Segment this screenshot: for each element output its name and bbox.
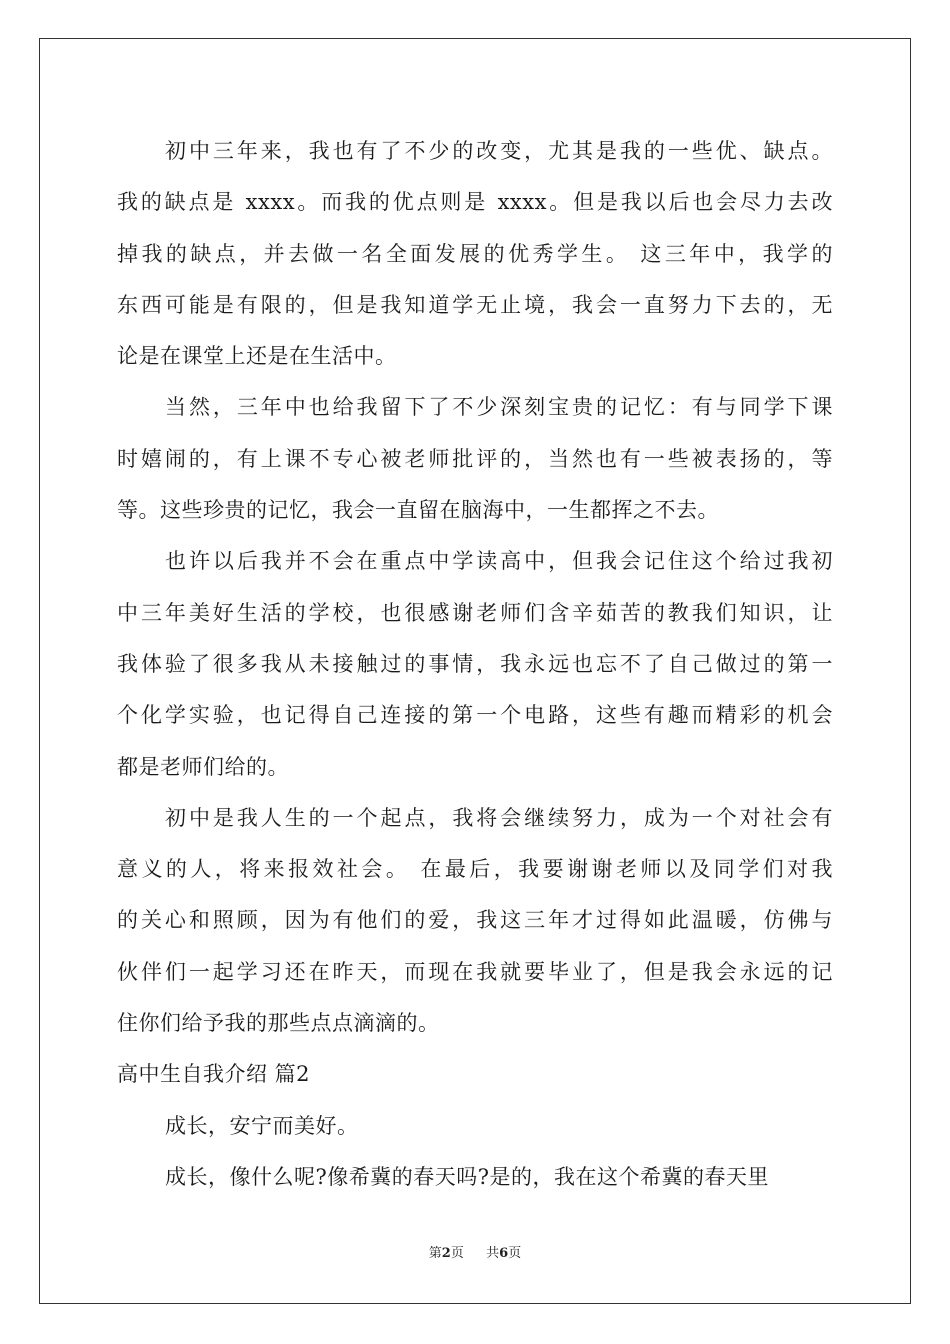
text-line: 时嬉闹的，有上课不专心被老师批评的，当然也有一些被表扬的，等 [117, 446, 833, 471]
text-line: 的关心和照顾，因为有他们的爱，我这三年才过得如此温暖，仿佛与 [117, 908, 833, 933]
text-line: 成长，安宁而美好。 [165, 1113, 359, 1138]
text-line: 意义的人，将来报效社会。 在最后，我要谢谢老师以及同学们对我 [117, 857, 833, 882]
text-line: 东西可能是有限的，但是我知道学无止境，我会一直努力下去的，无 [117, 292, 833, 317]
paragraph [117, 1152, 833, 1203]
paragraph [117, 382, 833, 536]
paragraph [117, 1101, 833, 1152]
page-suffix: 页 [450, 1246, 464, 1261]
section-heading: 高中生自我介绍 篇2 [117, 1062, 311, 1087]
paragraph [117, 126, 833, 382]
text-line: 伙伴们一起学习还在昨天，而现在我就要毕业了，但是我会永远的记 [117, 959, 833, 984]
text-line: 初中三年来，我也有了不少的改变，尤其是我的一些优、缺点。 [165, 139, 833, 163]
text-line: 论是在课堂上还是在生活中。 [117, 344, 397, 369]
text-line: 个化学实验，也记得自己连接的第一个电路，这些有趣而精彩的机会 [117, 703, 833, 728]
text-line: 当然，三年中也给我留下了不少深刻宝贵的记忆：有与同学下课 [165, 395, 833, 420]
text-line: 住你们给予我的那些点点滴滴的。 [117, 1011, 440, 1036]
total-page-count: 6 [499, 1246, 509, 1261]
page-footer [0, 1245, 950, 1263]
text-line: 掉我的缺点，并去做一名全面发展的优秀学生。 这三年中，我学的 [117, 241, 833, 266]
page-prefix: 第 [428, 1246, 442, 1261]
total-prefix: 共 [486, 1246, 500, 1261]
text-line: 都是老师们给的。 [117, 754, 289, 779]
text-line: 我体验了很多我从未接触过的事情，我永远也忘不了自己做过的第一 [117, 651, 833, 676]
paragraph [117, 536, 833, 792]
text-line: 成长，像什么呢?像希冀的春天吗?是的，我在这个希冀的春天里 [165, 1164, 770, 1189]
document-body [117, 126, 833, 1203]
page-number-label [429, 1246, 468, 1261]
paragraph [117, 793, 833, 1049]
text-line: 中三年美好生活的学校，也很感谢老师们含辛茹苦的教我们知识，让 [117, 600, 833, 625]
text-line: 初中是我人生的一个起点，我将会继续努力，成为一个对社会有 [165, 805, 833, 830]
text-line: 我的缺点是 xxxx。而我的优点则是 xxxx。但是我以后也会尽力去改 [117, 190, 833, 215]
total-pages-label [486, 1246, 521, 1261]
text-line: 等。这些珍贵的记忆，我会一直留在脑海中，一生都挥之不去。 [117, 498, 719, 523]
text-line: 也许以后我并不会在重点中学读高中，但我会记住这个给过我初 [165, 549, 833, 574]
current-page-number: 2 [441, 1246, 451, 1261]
total-suffix: 页 [508, 1246, 522, 1261]
